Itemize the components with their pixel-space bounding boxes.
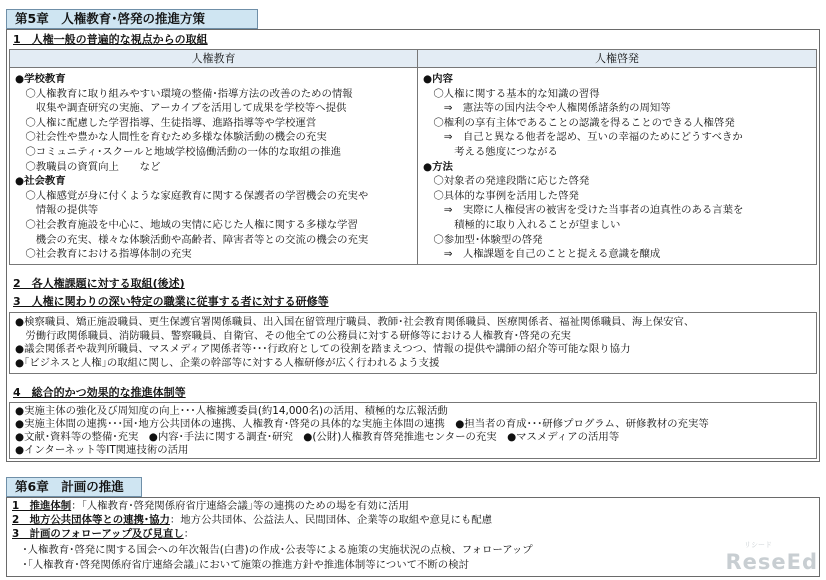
list-item: 〇社会性や豊かな人間性を育むため多様な体験活動の機会の充実 xyxy=(15,131,327,144)
chapter5-title: 第5章 人権教育･啓発の推進方策 xyxy=(6,9,258,29)
list-item: 機会の充実、様々な体験活動や高齢者、障害者等との交流の機会の充実 xyxy=(15,233,369,246)
list-item: ⇒ 憲法等の国内法令や人権関係諸条約の周知等 xyxy=(423,102,671,115)
list-item: ●実施主体の強化及び周知度の向上･･･人権擁護委員(約14,000名)の活用、積極的な広報活動 xyxy=(15,405,448,417)
list-item: ●方法 xyxy=(423,160,453,173)
list-item: ●内容 xyxy=(423,73,453,85)
sec4-box xyxy=(9,402,817,459)
list-item: 〇コミュニティ･スクールと地域学校協働活動の一体的な取組の推進 xyxy=(15,146,342,158)
list-item: ●議会関係者や裁判所職員、マスメディア関係者等･･･行政府としての役割を踏まえつつ、情報の提供や講師の紹介等可能な限り協力 xyxy=(15,343,631,356)
list-item: 〇人権教育に取り組みやすい環境の整備･指導方法の改善のための情報 xyxy=(15,87,353,100)
list-item: 〇対象者の発達段階に応じた啓発 xyxy=(423,175,590,188)
ch6-item-3-text: ： xyxy=(183,528,195,540)
ch6-item-1-text: ：｢人権教育･啓発関係府省庁連絡会議｣等の連携のための場を有効に活用 xyxy=(71,500,409,512)
logo-subtext: リシード xyxy=(744,541,772,549)
list-item: ●検察職員、矯正施設職員、更生保護官署関係職員、出入国在留管理庁職員、教師･社会教育関係職員、医療関係者、福祉関係職員、海上保安官、 xyxy=(15,316,695,328)
list-item: ●実施主体間の連携･･･国･地方公共団体の連携、人権教育･啓発の具体的な実施主体間の連携 ●担当者の育成･･･研修プログラム、研修教材の充実等 xyxy=(15,418,709,430)
list-item: 〇人権に配慮した学習指導、生徒指導、進路指導等や学校運営 xyxy=(15,116,317,129)
list-item: 〇具体的な事例を活用した啓発 xyxy=(423,189,579,202)
sec1-box xyxy=(9,49,817,265)
sec3-title: 3 人権に関わりの深い特定の職業に従事する者に対する研修等 xyxy=(13,295,329,308)
chapter5-panel xyxy=(6,29,820,462)
list-item: ●｢ビジネスと人権｣の取組に関し、企業の幹部等に対する人権研修が広く行われるよう支援 xyxy=(15,356,440,369)
ch6-item-1 xyxy=(12,500,409,513)
sec3-list xyxy=(10,316,816,372)
list-item: 〇教職員の資質向上 など xyxy=(15,160,161,173)
list-item: ●文献･資料等の整備･充実 ●内容･手法に関する調査･研究 ●(公財)人権教育啓発推進センターの充実 ●マスメディアの活用等 xyxy=(15,431,620,443)
list-item: ⇒ 実際に人権侵害の被害を受けた当事者の迫真性のある言葉を xyxy=(423,204,744,217)
chapter6-title: 第6章 計画の推進 xyxy=(6,477,142,497)
list-item: 〇人権に関する基本的な知識の習得 xyxy=(423,87,600,100)
list-item: ●インターネット等IT関連技術の活用 xyxy=(15,444,189,456)
list-item: 積極的に取り入れることが望ましい xyxy=(423,219,621,231)
ch6-item-1-label: 1 推進体制 xyxy=(12,500,72,512)
list-item: ⇒ 自己と異なる他者を認め、互いの幸福のためにどうすべきか xyxy=(423,131,743,144)
ch6-item-3-label: 3 計画のフォローアップ及び見直し xyxy=(12,528,184,540)
sec1-title: 1 人権一般の普遍的な視点からの取組 xyxy=(13,33,208,46)
list-item: 〇権利の享有主体であることの認識を得ることのできる人権啓発 xyxy=(423,116,735,129)
list-item: ●学校教育 xyxy=(15,73,66,85)
ch6-subline-2: ･｢人権教育･啓発関係府省庁連絡会議｣において施策の推進方針や推進体制等について不断の検討 xyxy=(12,559,469,571)
sec2-title: 2 各人権課題に対する取組(後述) xyxy=(13,277,185,290)
list-item: 考える態度につながる xyxy=(423,146,558,158)
ch6-item-2 xyxy=(12,514,492,527)
list-item: 労働行政関係職員、消防職員、警察職員、自衛官、その他全ての公務員に対する研修等における人権教育･啓発の充実 xyxy=(15,329,571,342)
list-item: 〇社会教育における指導体制の充実 xyxy=(15,248,192,261)
awareness-list xyxy=(418,73,816,263)
sec3-box xyxy=(9,312,817,374)
list-item: 情報の提供等 xyxy=(15,204,99,217)
ch6-subline-1: ･人権教育･啓発に関する国会への年次報告(白書)の作成･公表等による施策の実施状況の点検、フォローアップ xyxy=(12,544,533,556)
education-list xyxy=(10,73,417,263)
list-item: ●社会教育 xyxy=(15,175,66,188)
list-item: 〇人権感覚が身に付くような家庭教育に関する保護者の学習機会の充実や xyxy=(15,189,369,202)
col-header-awareness: 人権啓発 xyxy=(418,50,816,68)
ch6-item-2-label: 2 地方公共団体等との連携･協力 xyxy=(12,514,170,526)
reseed-logo: ReseEd xyxy=(725,550,818,574)
list-item: 収集や調査研究の実施、アーカイブを活用して成果を学校等へ提供 xyxy=(15,102,347,115)
chapter6-panel xyxy=(6,497,820,577)
list-item: 〇社会教育施設を中心に、地域の実情に応じた人権に関する多様な学習 xyxy=(15,219,358,231)
sec4-list xyxy=(10,405,816,457)
col-header-education: 人権教育 xyxy=(10,50,417,68)
sec4-title: 4 総合的かつ効果的な推進体制等 xyxy=(13,386,186,399)
list-item: ⇒ 人権課題を自己のことと捉える意識を醸成 xyxy=(423,248,661,261)
ch6-item-2-text: ：地方公共団体、公益法人、民間団体、企業等の取組や意見にも配慮 xyxy=(169,514,493,526)
ch6-item-3 xyxy=(12,528,194,541)
list-item: 〇参加型･体験型の啓発 xyxy=(423,233,543,246)
